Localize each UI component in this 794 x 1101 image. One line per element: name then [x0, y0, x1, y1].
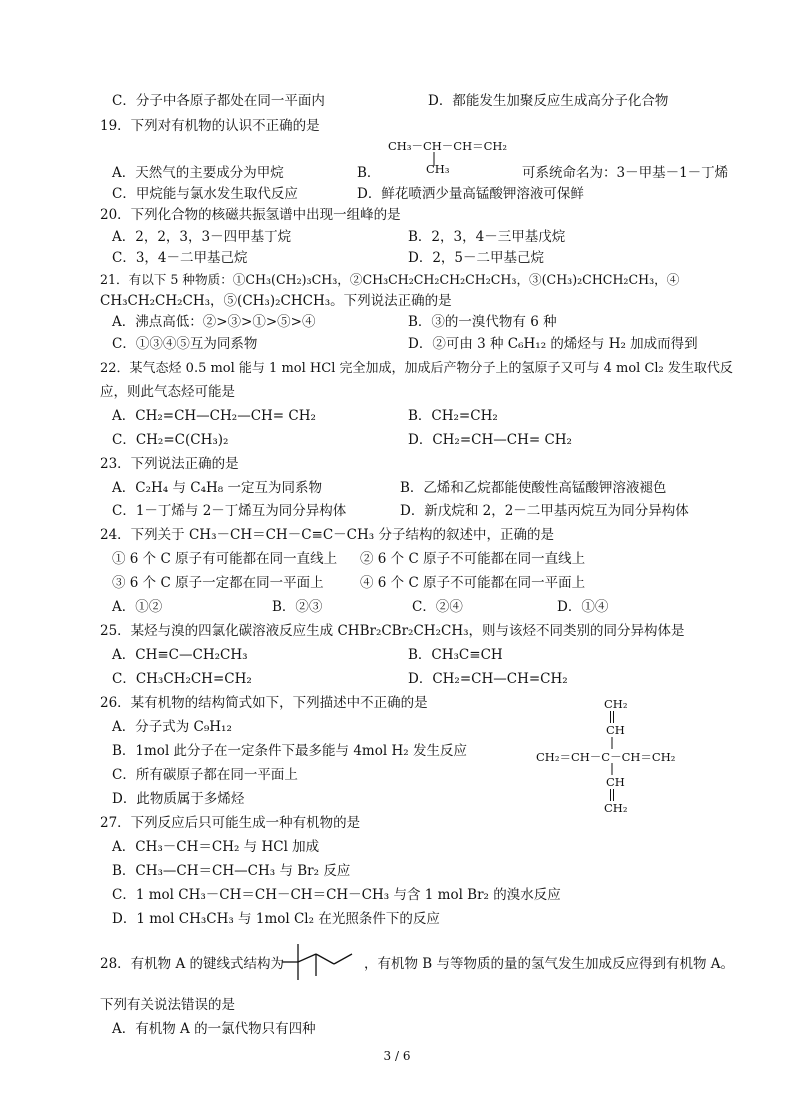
- q23-option-a: A．C₂H₄ 与 C₄H₈ 一定互为同系物: [112, 480, 322, 496]
- q20-option-c: C．3，4－二甲基己烷: [112, 250, 248, 266]
- q26-top-double-bond: [609, 711, 615, 723]
- q26-bottom-ch: CH: [606, 775, 625, 789]
- q26-bottom-double-bond: [609, 789, 615, 801]
- q20-stem: 20．下列化合物的核磁共振氢谱中出现一组峰的是: [100, 207, 401, 223]
- q19-option-a: A．天然气的主要成分为甲烷: [112, 165, 284, 181]
- q22-stem: 22．某气态烃 0.5 mol 能与 1 mol HCl 完全加成，加成后产物分子上的氢原子又可与 4 mol Cl₂ 发生取代反: [100, 361, 733, 376]
- q24-option-d: D．①④: [557, 599, 609, 615]
- q22-option-d: D．CH₂=CH—CH= CH₂: [408, 432, 572, 448]
- q19-option-c: C．甲烷能与氯水发生取代反应: [112, 186, 298, 202]
- q23-option-c: C．1－丁烯与 2－丁烯互为同分异构体: [112, 503, 347, 519]
- q24-option-c: C．②④: [412, 599, 463, 615]
- q19-option-b-name: 可系统命名为：3－甲基－1－丁烯: [522, 165, 729, 181]
- q24-stem: 24．下列关于 CH₃－CH＝CH－C≡C－CH₃ 分子结构的叙述中，正确的是: [100, 527, 554, 543]
- q25-option-a: A．CH≡C—CH₂CH₃: [112, 647, 248, 663]
- q28-stem-end: ，有机物 B 与等物质的量的氢气发生加成反应得到有机物 A。: [364, 956, 735, 972]
- q24-option-b: B．②③: [272, 599, 323, 615]
- q20-option-a: A．2，2，3，3－四甲基丁烷: [112, 229, 292, 245]
- q26-middle-chain: CH₂＝CH－C－CH＝CH₂: [536, 750, 676, 764]
- q24-option-a: A．①②: [112, 599, 163, 615]
- q26-option-c: C．所有碳原子都在同一平面上: [112, 767, 298, 783]
- q24-statement-1: ① 6 个 C 原子有可能都在同一直线上: [112, 551, 338, 567]
- q21-stem-cont: CH₃CH₂CH₂CH₃，⑤(CH₃)₂CHCH₃。下列说法正确的是: [100, 293, 452, 309]
- q23-stem: 23．下列说法正确的是: [100, 456, 239, 472]
- q21-option-a: A．沸点高低：②>③>①>⑤>④: [112, 314, 316, 330]
- q24-statement-4: ④ 6 个 C 原子不可能都在同一平面上: [360, 575, 586, 591]
- q23-option-d: D．新戊烷和 2，2－二甲基丙烷互为同分异构体: [400, 503, 689, 519]
- q28-stem-cont: 下列有关说法错误的是: [100, 997, 235, 1013]
- q26-stem: 26．某有机物的结构简式如下，下列描述中不正确的是: [100, 695, 428, 711]
- q20-option-d: D．2，5－二甲基己烷: [408, 250, 545, 266]
- q21-option-d: D．②可由 3 种 C₆H₁₂ 的烯烃与 H₂ 加成而得到: [408, 336, 698, 352]
- page-number: 3 / 6: [383, 1049, 411, 1063]
- q19-option-b: B．: [357, 165, 381, 181]
- q26-structure: [536, 697, 706, 819]
- q19-option-d: D．鲜花喷洒少量高锰酸钾溶液可保鲜: [357, 186, 584, 202]
- q26-bottom-ch2: CH₂: [604, 801, 628, 815]
- q27-option-c: C．1 mol CH₃－CH＝CH－CH＝CH－CH₃ 与含 1 mol Br₂ 的溴水反应: [112, 887, 561, 903]
- q28-stem-start: 28．有机物 A 的键线式结构为: [100, 956, 285, 972]
- q19-structure-main: CH₃－CH－CH＝CH₂: [388, 139, 508, 153]
- q26-option-b: B．1mol 此分子在一定条件下最多能与 4mol H₂ 发生反应: [112, 743, 467, 759]
- q22-option-a: A．CH₂=CH—CH₂—CH= CH₂: [112, 408, 316, 424]
- q18-option-c: C．分子中各原子都处在同一平面内: [112, 93, 325, 109]
- q28-skeletal-structure: [280, 940, 362, 984]
- q28-option-a: A．有机物 A 的一氯代物只有四种: [112, 1021, 316, 1037]
- q18-option-d: D．都能发生加聚反应生成高分子化合物: [428, 93, 669, 109]
- q27-option-a: A．CH₃－CH＝CH₂ 与 HCl 加成: [112, 839, 320, 855]
- q25-option-c: C．CH₃CH₂CH=CH₂: [112, 671, 252, 687]
- q23-option-b: B．乙烯和乙烷都能使酸性高锰酸钾溶液褪色: [400, 480, 667, 496]
- q21-option-c: C．①③④⑤互为同系物: [112, 336, 258, 352]
- q27-option-b: B．CH₃—CH＝CH—CH₃ 与 Br₂ 反应: [112, 863, 351, 879]
- q21-option-b: B．③的一溴代物有 6 种: [408, 314, 557, 330]
- q22-option-b: B．CH₂=CH₂: [408, 408, 498, 424]
- q26-top-ch: CH: [606, 723, 625, 737]
- q22-option-c: C．CH₂=C(CH₃)₂: [112, 432, 229, 448]
- q26-option-a: A．分子式为 C₉H₁₂: [112, 719, 232, 735]
- q26-option-d: D．此物质属于多烯烃: [112, 791, 245, 807]
- q25-option-d: D．CH₂=CH—CH=CH₂: [408, 671, 568, 687]
- q26-bottom-bond: [610, 763, 614, 775]
- q27-option-d: D．1 mol CH₃CH₃ 与 1mol Cl₂ 在光照条件下的反应: [112, 911, 440, 927]
- q27-stem: 27．下列反应后只可能生成一种有机物的是: [100, 815, 361, 831]
- q21-stem: 21．有以下 5 种物质：①CH₃(CH₂)₃CH₃，②CH₃CH₂CH₂CH₂CH₂CH₃，③(CH₃)₂CHCH₂CH₃，④: [100, 272, 680, 287]
- q25-stem: 25．某烃与溴的四氯化碳溶液反应生成 CHBr₂CBr₂CH₂CH₃，则与该烃不同类别的同分异构体是: [100, 623, 685, 639]
- q26-top-bond: [610, 737, 614, 749]
- q25-option-b: B．CH₃C≡CH: [408, 647, 503, 663]
- q26-top-ch2: CH₂: [604, 697, 628, 711]
- q24-statement-3: ③ 6 个 C 原子一定都在同一平面上: [112, 575, 324, 591]
- q19-stem: 19．下列对有机物的认识不正确的是: [100, 118, 320, 134]
- q24-statement-2: ② 6 个 C 原子不可能都在同一直线上: [360, 551, 586, 567]
- q22-stem-cont: 应，则此气态烃可能是: [100, 384, 235, 400]
- q19-structure-methyl: CH₃: [426, 162, 450, 176]
- q20-option-b: B．2，3，4－三甲基戊烷: [408, 229, 566, 245]
